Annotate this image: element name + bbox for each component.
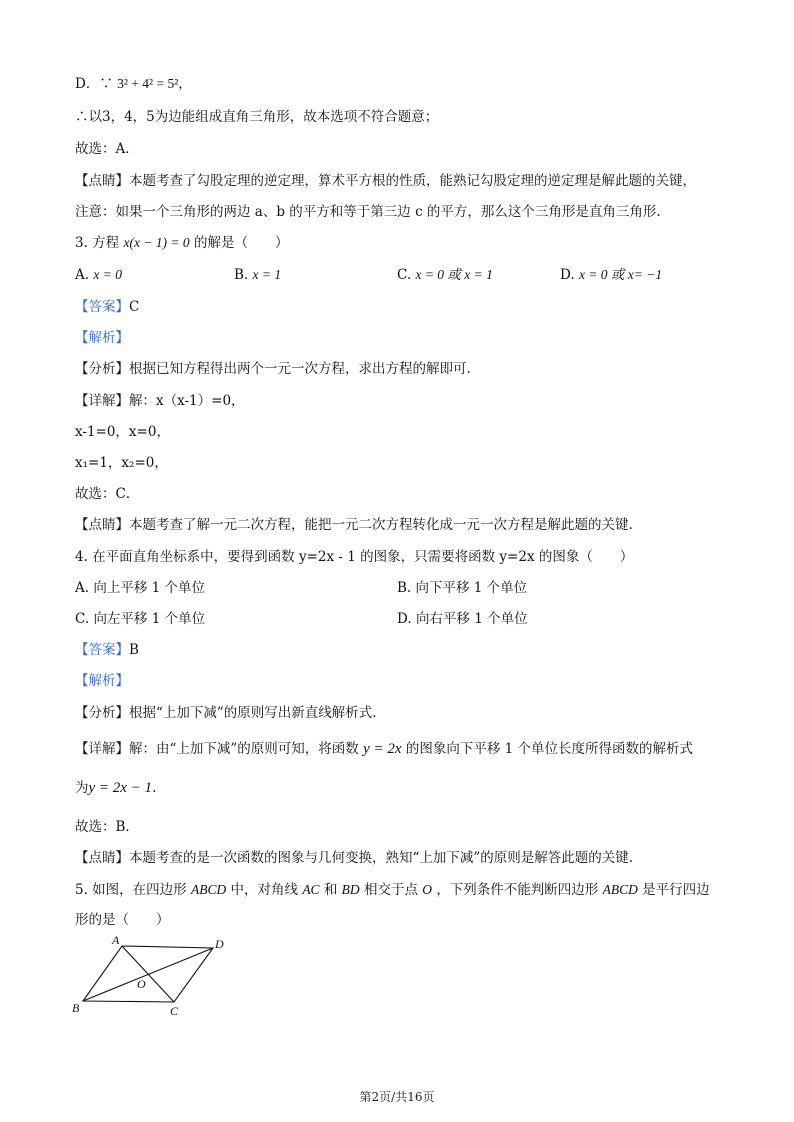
vertex-label-a: A	[112, 933, 120, 947]
q4-comment: 【点睛】本题考查的是一次函数的图象与几何变换，熟知“上加下减”的原则是解答此题的关键.	[75, 850, 634, 866]
q3-detail-2: x-1=0，x=0，	[75, 424, 170, 440]
option-label: C.	[75, 611, 90, 627]
option-label: D.	[560, 267, 575, 283]
diagonal-ac: AC	[302, 882, 320, 897]
q3-stem-prefix: 3. 方程	[75, 235, 120, 251]
option-label: A.	[75, 580, 90, 596]
option-text: 向上平移 1 个单位	[93, 580, 206, 596]
pythagorean-equation: 3² + 4² = 5²，	[117, 76, 192, 91]
q3-detail-3: x₁=1，x₂=0，	[75, 455, 168, 471]
vertex-label-d: D	[215, 937, 224, 951]
q3-answer	[75, 298, 139, 316]
q3-stem	[75, 234, 288, 252]
option-text: x = 0 或 x= −1	[578, 267, 663, 282]
q5-stem-part: 5. 如图，在四边形	[75, 882, 187, 898]
q4-detail-2	[75, 779, 156, 797]
page-footer: 第2页/共16页	[359, 1090, 435, 1104]
q5-stem-part: 和	[323, 882, 338, 898]
q5-stem-line1	[75, 881, 710, 899]
q4-option-b	[397, 579, 527, 597]
q2-comment-line1: 【点睛】本题考查了勾股定理的逆定理，算术平方根的性质，能熟记勾股定理的逆定理是解此题的关键，	[75, 173, 696, 189]
option-text: 向右平移 1 个单位	[415, 611, 528, 627]
option-label: B.	[397, 580, 412, 596]
q4-option-c	[75, 610, 205, 628]
quadrilateral-name: ABCD	[602, 882, 638, 897]
q3-option-a	[75, 266, 122, 284]
option-label: C.	[397, 267, 412, 283]
q5-stem-part: ，下列条件不能判断四边形	[436, 882, 599, 898]
q3-stem-equation: x(x − 1) = 0	[123, 235, 190, 250]
q3-option-d	[560, 266, 662, 284]
q4-analysis-tag: 【解析】	[75, 673, 129, 689]
answer-tag: 【答案】	[75, 642, 129, 658]
diagonal-bd: BD	[341, 882, 360, 897]
option-text: 向下平移 1 个单位	[415, 580, 528, 596]
option-d-prefix: D．∵	[75, 76, 113, 92]
detail-suffix: .	[152, 780, 157, 796]
option-text: x = 1	[252, 267, 282, 282]
option-label: A.	[75, 267, 90, 283]
q3-option-c	[397, 266, 493, 284]
vertex-label-b: B	[72, 1001, 80, 1015]
q3-option-b	[234, 266, 281, 284]
q2-option-d	[75, 75, 192, 93]
q5-stem-part: 相交于点	[363, 882, 418, 898]
q4-option-d	[397, 610, 528, 628]
q4-choice: 故选：B．	[75, 819, 139, 835]
q3-detail-1: 【详解】解：x（x-1）=0，	[75, 393, 245, 409]
answer-value: C	[129, 299, 140, 315]
point-o: O	[422, 882, 433, 897]
q3-analysis-tag: 【解析】	[75, 330, 129, 346]
q4-option-a	[75, 579, 205, 597]
q4-analysis: 【分析】根据“上加下减”的原则写出新直线解析式.	[75, 705, 377, 721]
q4-detail-1	[75, 740, 693, 758]
option-label: D.	[397, 611, 412, 627]
vertex-label-c: C	[170, 1004, 179, 1018]
option-text: x = 0	[93, 267, 122, 282]
detail-prefix: 为	[75, 780, 89, 796]
q3-analysis: 【分析】根据已知方程得出两个一元一次方程，求出方程的解即可.	[75, 361, 471, 377]
q3-comment: 【点睛】本题考查了解一元二次方程，能把一元二次方程转化成一元一次方程是解此题的关键.	[75, 517, 633, 533]
q2-choice: 故选：A．	[75, 141, 139, 157]
q3-stem-suffix: 的解是（ ）	[193, 235, 289, 251]
q2-comment-line2: 注意：如果一个三角形的两边 a、b 的平方和等于第三边 c 的平方，那么这个三角形是直角三角形.	[75, 204, 661, 220]
q4-answer	[75, 641, 139, 659]
q5-stem-part: 中，对角线	[230, 882, 299, 898]
answer-value: B	[129, 642, 139, 658]
option-text: x = 0 或 x = 1	[415, 267, 493, 282]
quadrilateral-name: ABCD	[190, 882, 227, 897]
q2-conclusion: ∴以3，4，5为边能组成直角三角形，故本选项不符合题意；	[75, 109, 439, 125]
detail-equation: y = 2x	[363, 741, 402, 757]
intersection-label-o: O	[137, 977, 146, 991]
option-label: B.	[234, 267, 249, 283]
answer-tag: 【答案】	[75, 299, 129, 315]
option-text: 向左平移 1 个单位	[93, 611, 206, 627]
parallelogram-figure	[70, 932, 240, 1022]
q4-stem: 4. 在平面直角坐标系中，要得到函数 y=2x - 1 的图象，只需要将函数 y=2x 的图象（ ）	[75, 549, 634, 565]
q5-stem-line2: 形的是（ ）	[75, 912, 170, 928]
detail-suffix: 的图象向下平移 1 个单位长度所得函数的解析式	[405, 741, 694, 757]
q5-stem-part: 是平行四边	[642, 882, 710, 898]
q3-choice: 故选：C．	[75, 486, 140, 502]
detail-prefix: 【详解】解：由“上加下减”的原则可知，将函数	[75, 741, 359, 757]
detail-equation: y = 2x − 1	[88, 780, 153, 796]
